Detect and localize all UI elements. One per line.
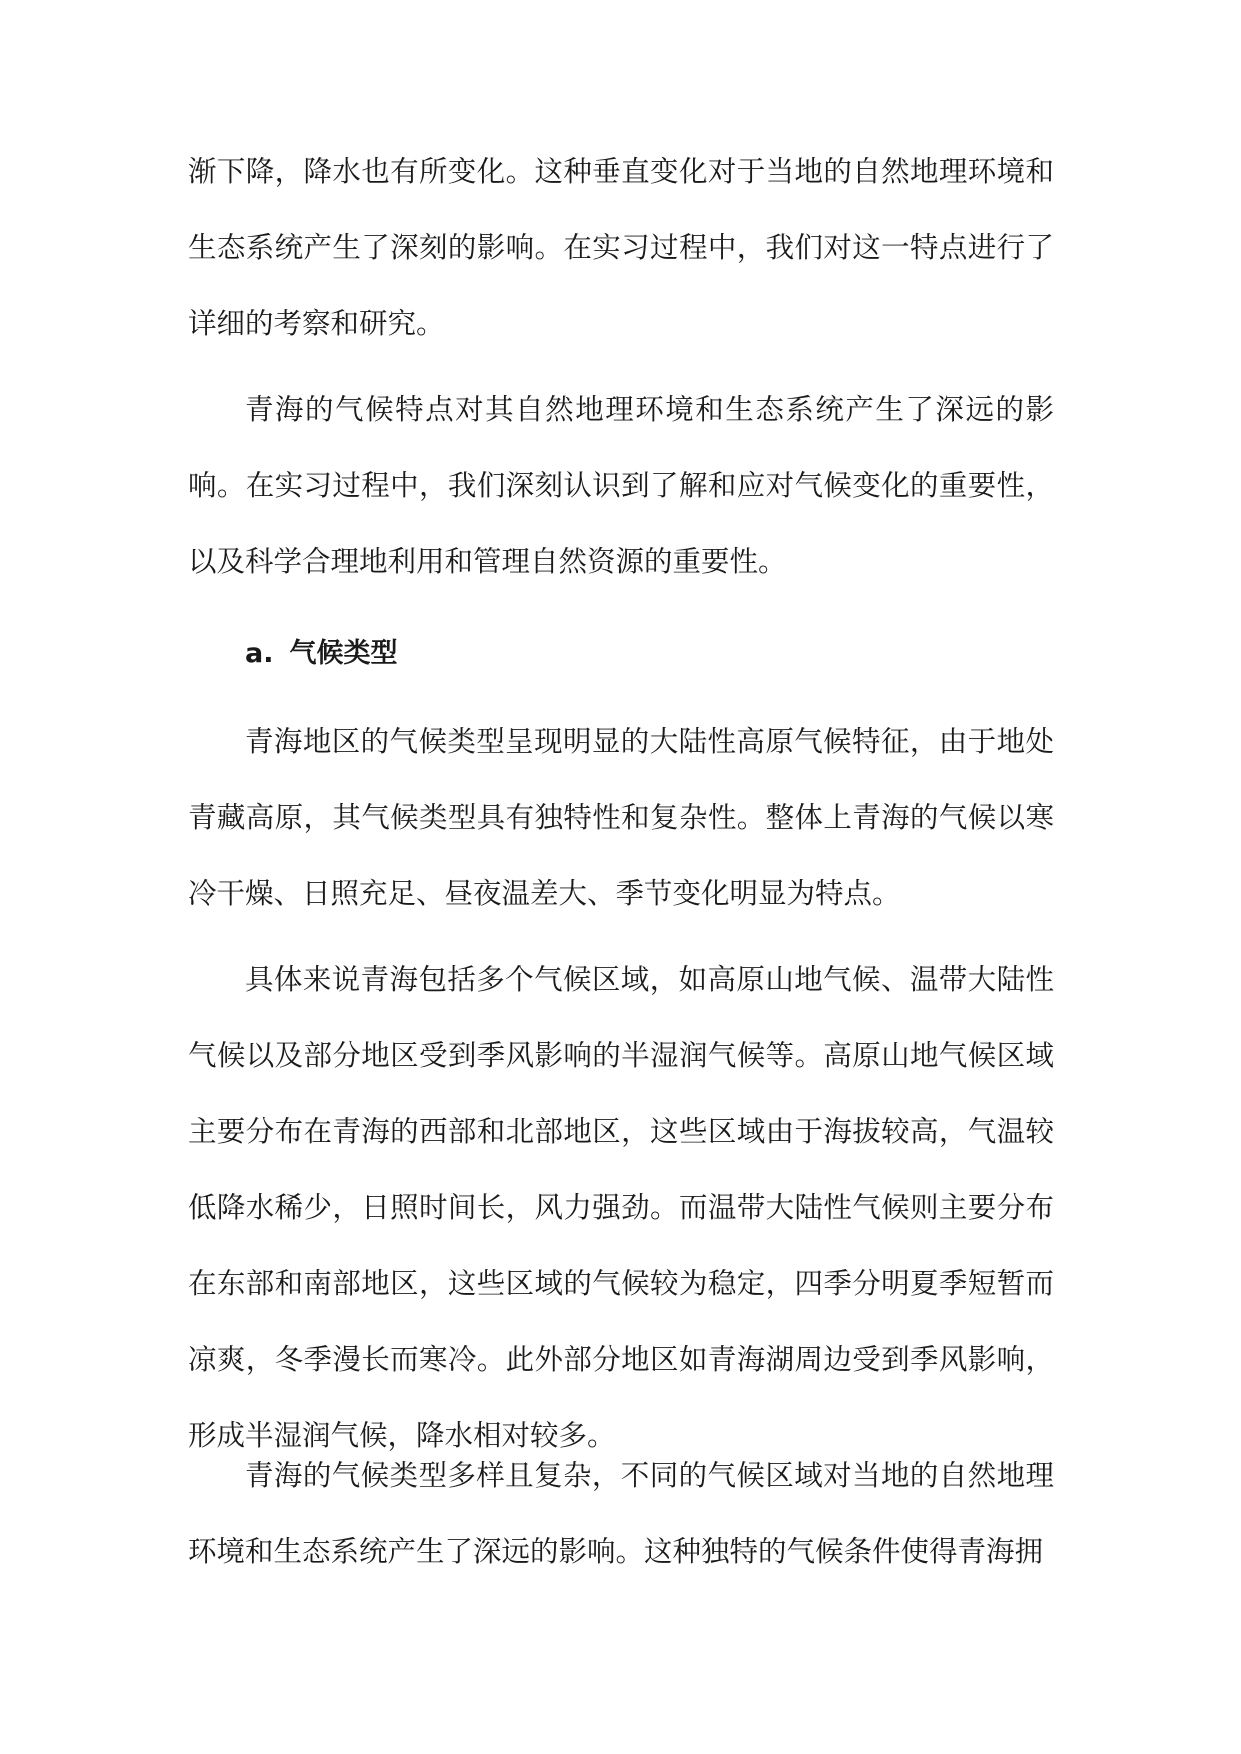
- section-heading-marker: a.: [245, 638, 274, 669]
- section-heading-title: 气候类型: [289, 638, 398, 669]
- paragraph-climate-impact: 青海的气候特点对其自然地理环境和生态系统产生了深远的影响。在实习过程中，我们深刻认识到了解和应对气候变化的重要性，以及科学合理地利用和管理自然资源的重要性。: [188, 393, 1054, 578]
- paragraph-climate-diversity: 青海的气候类型多样且复杂，不同的气候区域对当地的自然地理环境和生态系统产生了深远的影响。这种独特的气候条件使得青海拥: [188, 1459, 1054, 1568]
- section-heading: [245, 616, 397, 692]
- paragraph-climate-regions: 具体来说青海包括多个气候区域，如高原山地气候、温带大陆性气候以及部分地区受到季风影响的半湿润气候等。高原山地气候区域主要分布在青海的西部和北部地区，这些区域由于海拔较高，气温较低降水稀少，日照时间长，风力强劲。而温带大陆性气候则主要分布在东部和南部地区，这些区域的气候较为稳定，四季分明夏季短暂而凉爽，冬季漫长而寒冷。此外部分地区如青海湖周边受到季风影响，形成半湿润气候，降水相对较多。: [188, 963, 1054, 1452]
- paragraph-climate-type-overview: 青海地区的气候类型呈现明显的大陆性高原气候特征，由于地处青藏高原，其气候类型具有独特性和复杂性。整体上青海的气候以寒冷干燥、日照充足、昼夜温差大、季节变化明显为特点。: [188, 725, 1054, 910]
- paragraph-vertical-change: 渐下降，降水也有所变化。这种垂直变化对于当地的自然地理环境和生态系统产生了深刻的影响。在实习过程中，我们对这一特点进行了详细的考察和研究。: [188, 155, 1054, 340]
